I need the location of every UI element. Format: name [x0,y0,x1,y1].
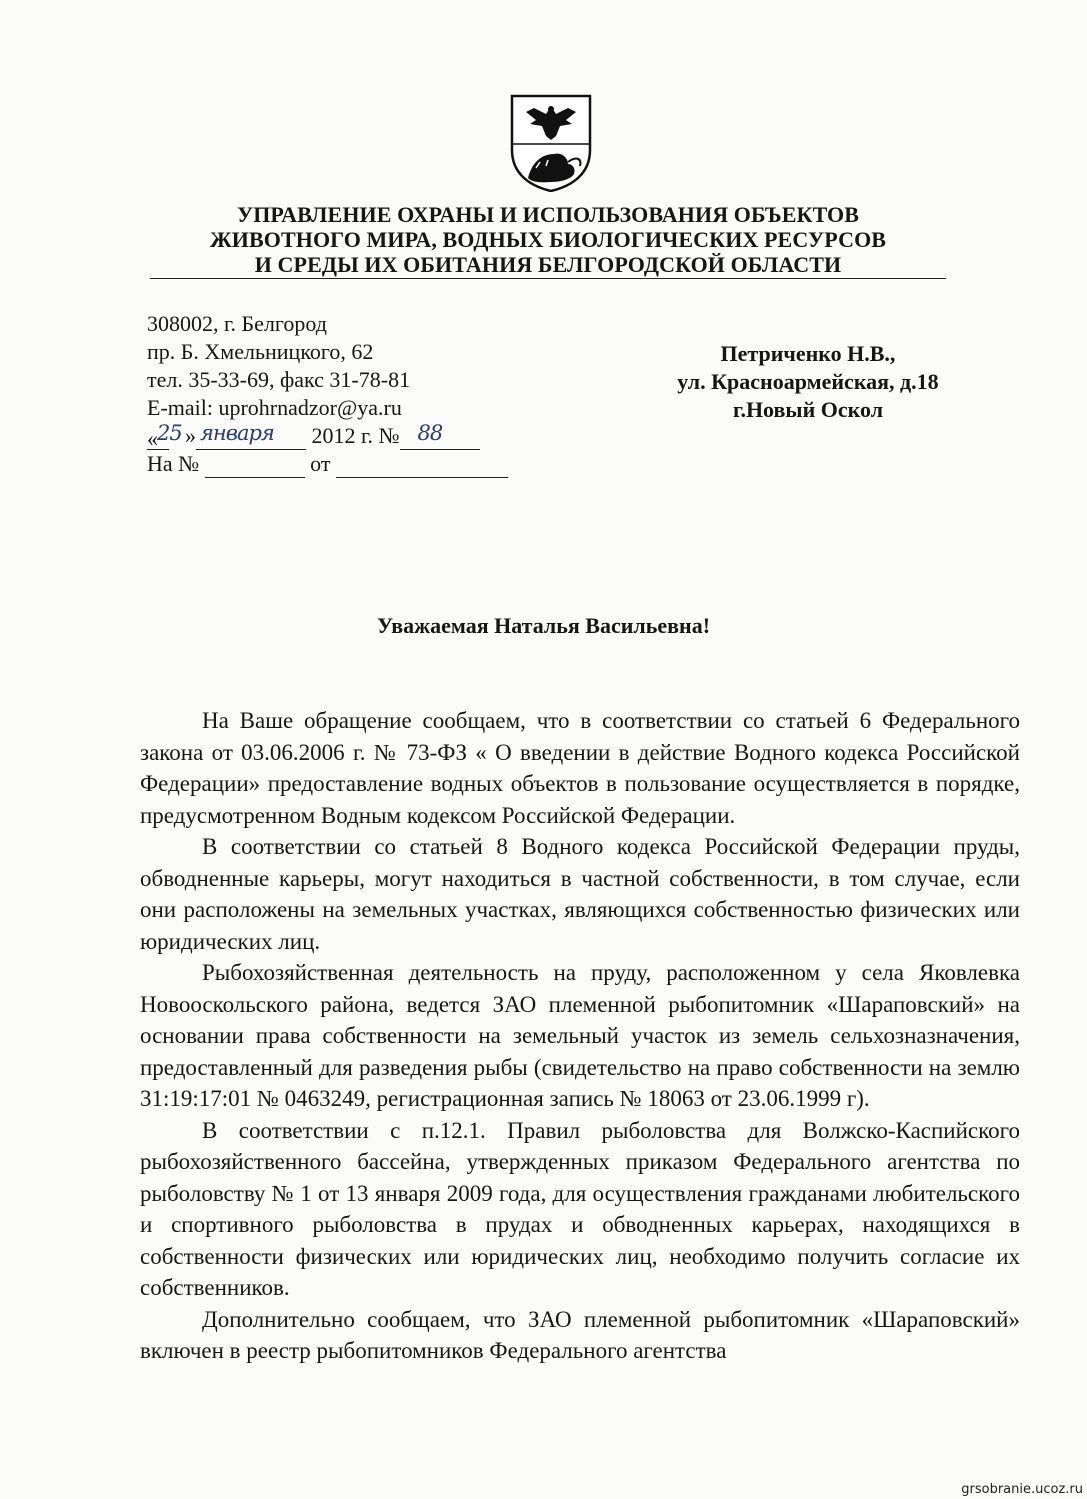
coat-of-arms-emblem [506,92,596,192]
date-day-field [147,421,182,451]
recipient-block [648,340,968,424]
header-divider [150,278,946,279]
sender-block [147,310,508,478]
recipient-name: Петриченко Н.В., [720,341,896,366]
letter-body [140,705,1020,1367]
paragraph-5: Дополнительно сообщаем, что ЗАО племенной рыбопитомник «Шараповский» включен в реестр рыбопитомников Федерального агентства [140,1306,1020,1363]
paragraph-1: На Ваше обращение сообщаем, что в соответствии со статьей 6 Федерального закона от 03.06.2006 г. № 73-ФЗ « О введении в действие Водного кодекса Российской Федерации» предоставление водных объектов в пользование осуществляется в порядке, предусмотренном Водным кодексом Российской Федерации. [140,708,1020,828]
handwritten-day: 25 [157,421,182,445]
org-line-2: ЖИВОТНОГО МИРА, ВОДНЫХ БИОЛОГИЧЕСКИХ РЕСУРСОВ [209,227,887,252]
sender-phone: тел. 35-33-69, факс 31-78-81 [147,367,411,392]
date-year: 2012 г. № [306,423,400,448]
sender-address-street: пр. Б. Хмельницкого, 62 [147,339,374,364]
date-quote-open: « [147,426,158,451]
sender-email: E-mail: uprohrnadzor@ya.ru [147,395,402,420]
outgoing-number-field [400,421,480,450]
reference-line [147,450,508,478]
paragraph-4: В соответствии с п.12.1. Правил рыболовства для Волжско-Каспийского рыбохозяйственного бассейна, утвержденных приказом Федерального агентства по рыболовству № 1 от 13 января 2009 года, для осуществления гражданами любительского и спортивного рыболовства в прудах и обводненных карьерах, находящихся в собственности физических или юридических лиц, необходимо получить согласие их собственников. [140,1117,1020,1300]
org-line-3: И СРЕДЫ ИХ ОБИТАНИЯ БЕЛГОРОДСКОЙ ОБЛАСТИ [254,252,842,277]
handwritten-number: 88 [417,421,443,445]
reference-number-field [205,453,305,478]
reference-number-label: На № [147,451,200,476]
sender-address-city: 308002, г. Белгород [147,311,327,336]
recipient-street: ул. Красноармейская, д.18 [677,369,939,394]
paragraph-2: В соответствии со статьей 8 Водного кодекса Российской Федерации пруды, обводненные карьеры, могут находиться в частной собственности, в том случае, если они расположены на земельных участках, являющихся собственностью физических или юридических лиц. [140,834,1020,954]
outgoing-date-line [147,422,508,450]
date-quote-close: » [185,423,196,448]
recipient-city: г.Новый Оскол [732,397,884,422]
date-month-field [196,421,306,450]
site-watermark: grsobranie.ucoz.ru [961,1482,1083,1497]
organization-header [150,202,946,277]
org-line-1: УПРАВЛЕНИЕ ОХРАНЫ И ИСПОЛЬЗОВАНИЯ ОБЪЕКТОВ [236,202,860,227]
paragraph-3: Рыбохозяйственная деятельность на пруду, расположенном у села Яковлевка Новооскольского района, ведется ЗАО племенной рыбопитомник «Шараповский» на основании права собственности на земельный участок из земель сельхозназначения, предоставленный для разведения рыбы (свидетельство на право собственности на землю 31:19:17:01 № 0463249, регистрационная запись № 18063 от 23.06.1999 г). [140,960,1020,1111]
reference-from-label: от [304,451,336,476]
reference-date-field [336,453,508,478]
handwritten-month: января [200,421,274,445]
salutation: Уважаемая Наталья Васильевна! [376,613,711,638]
